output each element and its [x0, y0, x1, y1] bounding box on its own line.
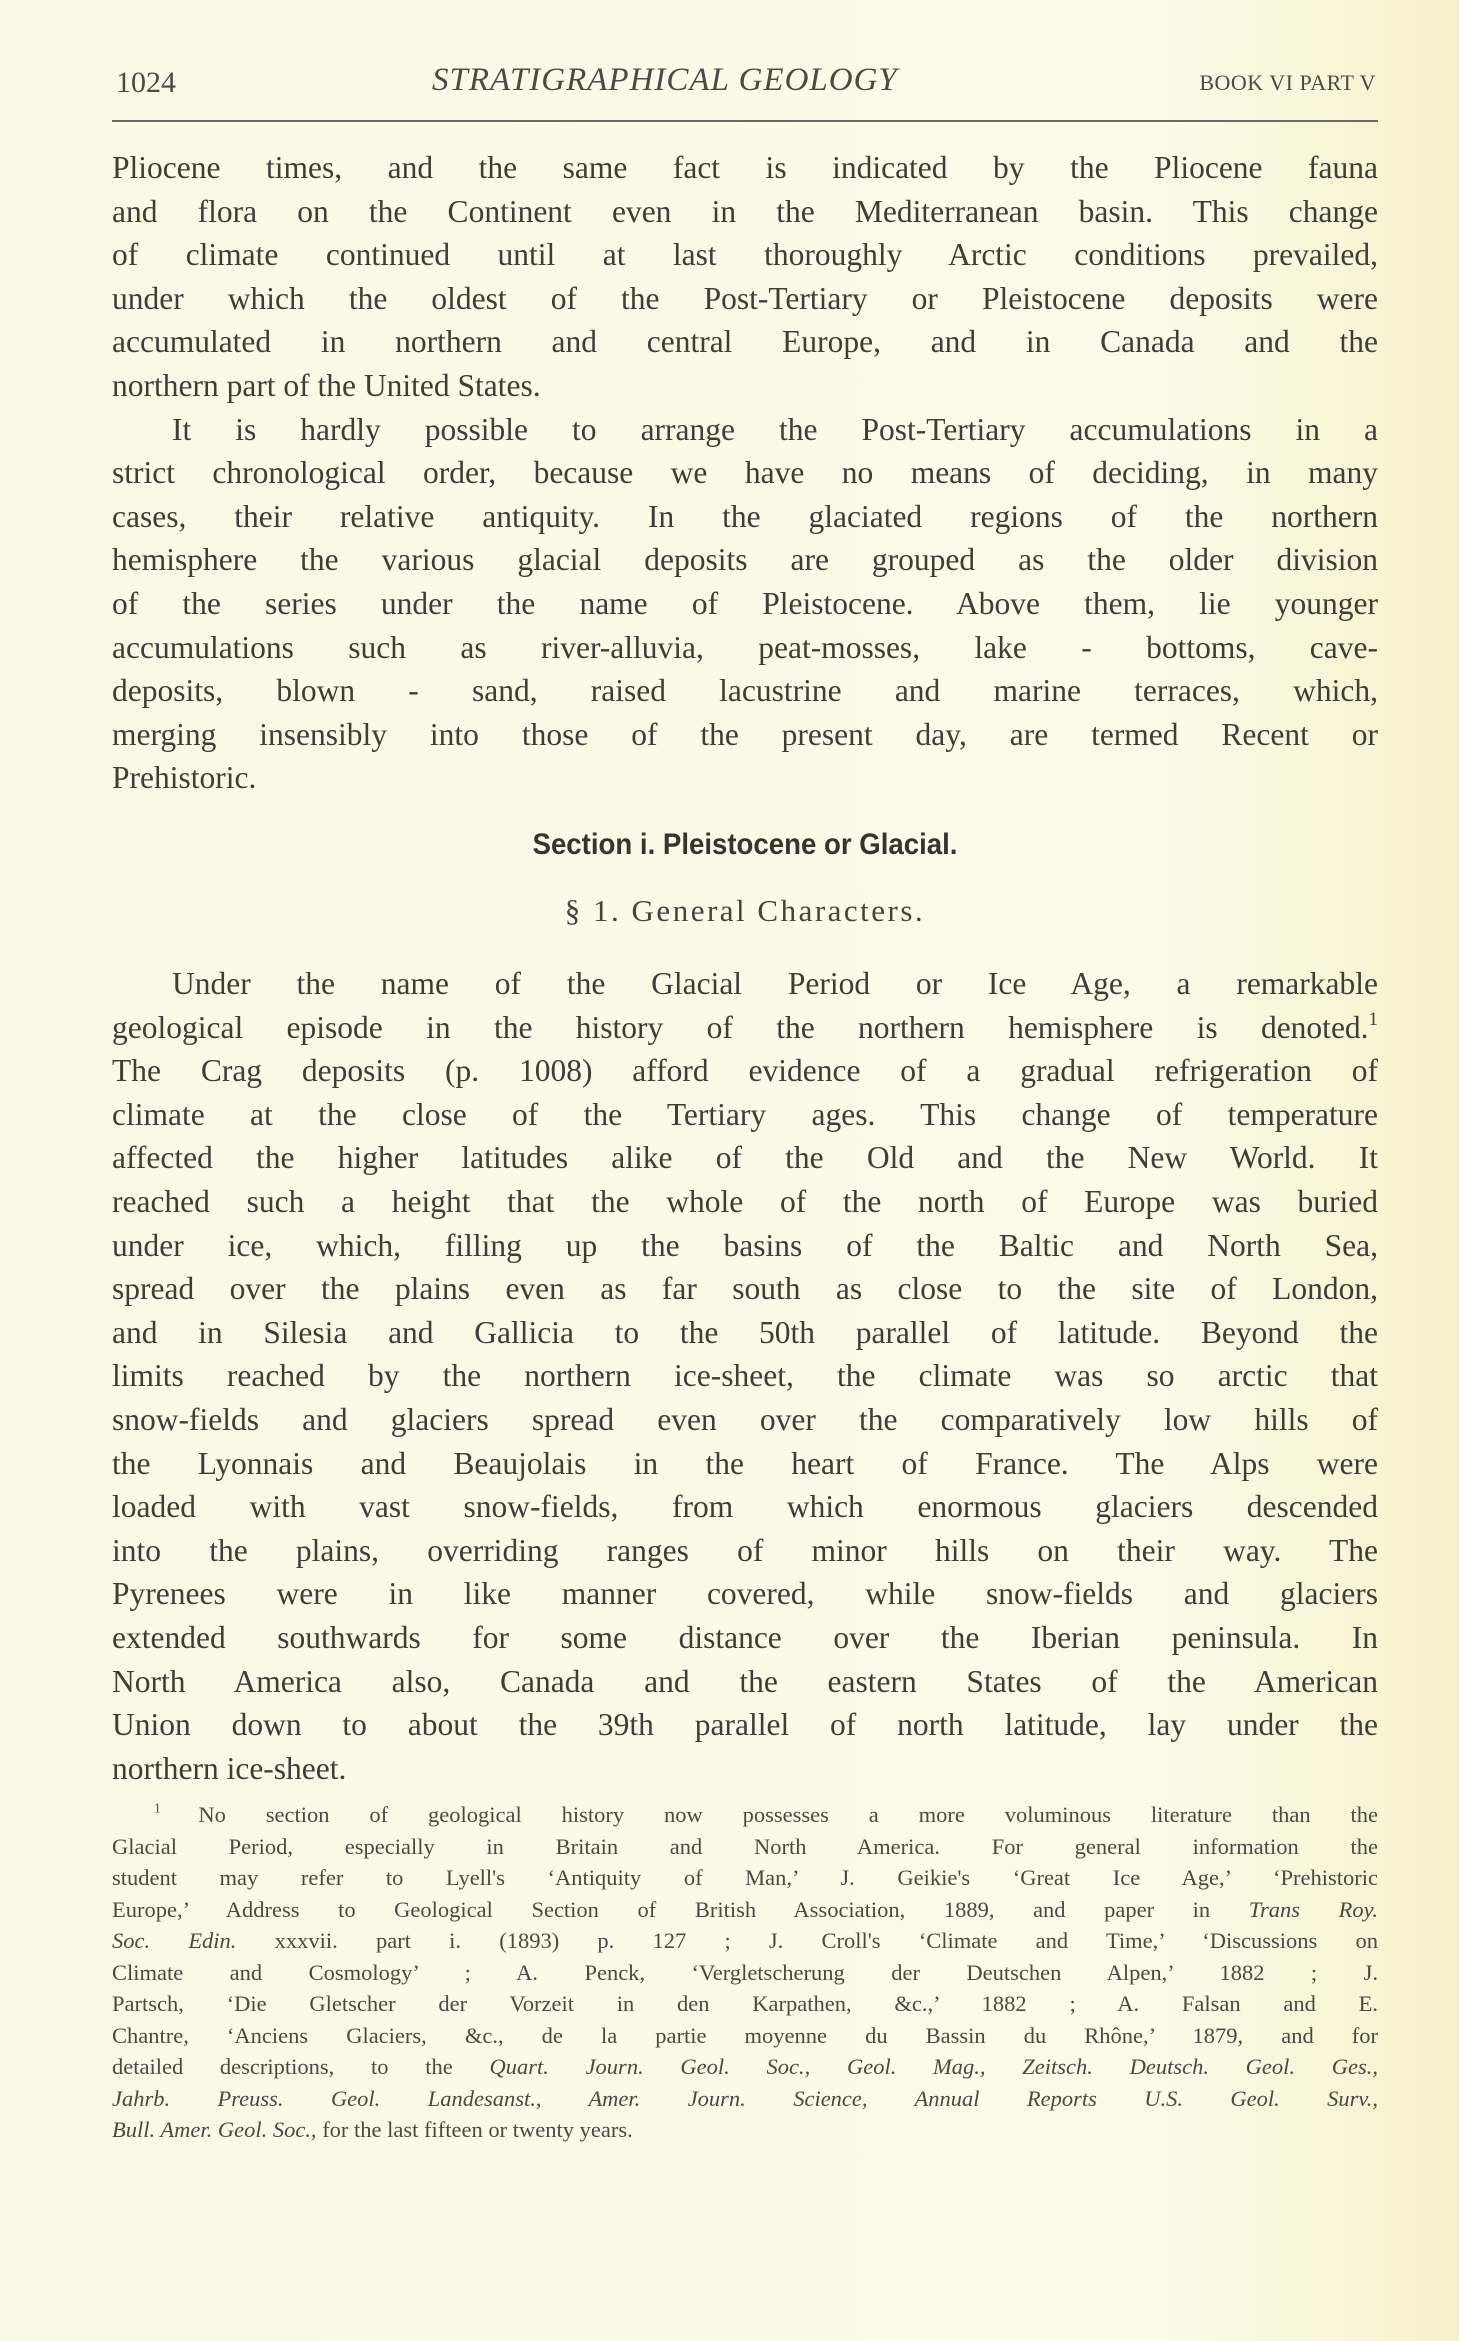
text-line: strict chronological order, because we have no means of deciding, in many [112, 455, 1378, 491]
footnote-text: Glacial Period, especially in Britain and North America. For general information the [112, 1833, 1378, 1859]
footnote [112, 1799, 1378, 2146]
footnote-text: Chantre, ‘Anciens Glaciers, &c., de la partie moyenne du Bassin du Rhône,’ 1879, and for [112, 2022, 1378, 2048]
text-line: merging insensibly into those of the present day, are termed Recent or [112, 716, 1378, 752]
footnote-line [112, 1831, 1378, 1863]
text-line: hemisphere the various glacial deposits are grouped as the older division [112, 542, 1378, 578]
text-line: climate at the close of the Tertiary ages. This change of temperature [112, 1096, 1378, 1132]
footnote-line [112, 1862, 1378, 1894]
running-title: STRATIGRAPHICAL GEOLOGY [432, 62, 898, 98]
subsection-heading: § 1. General Characters. [564, 893, 926, 928]
text-line [112, 1006, 1378, 1050]
footnote-text: Europe,’ Address to Geological Section of British Association, 1889, and paper in [112, 1896, 1249, 1922]
text-line: spread over the plains even as far south as close to the site of London, [112, 1271, 1378, 1307]
footnote-line [112, 1894, 1378, 1926]
footnote-line [112, 1925, 1378, 1957]
text-line: Union down to about the 39th parallel of north latitude, lay under the [112, 1707, 1378, 1743]
text-line: the Lyonnais and Beaujolais in the heart of France. The Alps were [112, 1445, 1378, 1481]
text-line: limits reached by the northern ice-sheet, the climate was so arctic that [112, 1358, 1378, 1394]
text-line: deposits, blown - sand, raised lacustrine and marine terraces, which, [112, 673, 1378, 709]
footnote-text: Partsch, ‘Die Gletscher der Vorzeit in den Karpathen, &c.,’ 1882 ; A. Falsan and E. [112, 1991, 1378, 2016]
text-line: of the series under the name of Pleistocene. Above them, lie younger [112, 585, 1378, 621]
footnote-line [112, 2083, 1378, 2115]
text-line: Pyrenees were in like manner covered, while snow-fields and glaciers [112, 1576, 1378, 1612]
citation-italic: Quart. Journ. Geol. Soc., Geol. Mag., Zeitsch. Deutsch. Geol. Ges., [489, 2054, 1379, 2079]
text-line: affected the higher latitudes alike of the Old and the New World. It [112, 1140, 1378, 1176]
page-number: 1024 [116, 66, 176, 99]
text-line: northern ice-sheet. [112, 1750, 347, 1786]
body-text-upper [112, 146, 1378, 800]
footnote-line [112, 1799, 1378, 1831]
citation-italic: Bull. Amer. Geol. Soc., [112, 2117, 317, 2142]
footnote-text: Climate and Cosmology’ ; A. Penck, ‘Vergletscherung der Deutschen Alpen,’ 1882 ; J. [112, 1959, 1378, 1985]
paragraph-3 [112, 962, 1378, 1790]
text-line: Under the name of the Glacial Period or Ice Age, a remarkable [172, 966, 1378, 1001]
text-line-content: geological episode in the history of the northern hemisphere is denoted. [112, 1009, 1369, 1045]
text-line: and flora on the Continent even in the Mediterranean basin. This change [112, 193, 1378, 229]
text-line: The Crag deposits (p. 1008) afford evidence of a gradual refrigeration of [112, 1053, 1378, 1089]
text-line: of climate continued until at last thoroughly Arctic conditions prevailed, [112, 237, 1378, 273]
footnote-text: for the last fifteen or twenty years. [316, 2117, 633, 2142]
citation-italic: Trans Roy. [1248, 1896, 1378, 1922]
footnote-reference[interactable]: 1 [1368, 1008, 1378, 1030]
text-line: under which the oldest of the Post-Tertiary or Pleistocene deposits were [112, 280, 1378, 316]
paragraph-1 [112, 146, 1378, 408]
citation-italic: Soc. Edin. [112, 1928, 237, 1953]
text-line: accumulated in northern and central Europe, and in Canada and the [112, 324, 1378, 360]
footnote-line [112, 2020, 1378, 2052]
text-line: Pliocene times, and the same fact is indicated by the Pliocene fauna [112, 150, 1378, 185]
footnote-line [112, 2051, 1378, 2083]
header-rule [112, 120, 1378, 122]
footnote-line [112, 2114, 1378, 2146]
citation-italic: Jahrb. Preuss. Geol. Landesanst., Amer. Journ. Science, Annual Reports U.S. Geol. Surv., [112, 2085, 1378, 2111]
running-head [112, 58, 1378, 104]
text-line: extended southwards for some distance over the Iberian peninsula. In [112, 1619, 1378, 1655]
text-line: and in Silesia and Gallicia to the 50th parallel of latitude. Beyond the [112, 1314, 1378, 1350]
book-part-label: BOOK VI PART V [1199, 70, 1376, 95]
text-line: into the plains, overriding ranges of minor hills on their way. The [112, 1532, 1378, 1568]
footnote-text: xxxvii. part i. (1893) p. 127 ; J. Croll's ‘Climate and Time,’ ‘Discussions on [236, 1928, 1378, 1953]
paragraph-2 [112, 408, 1378, 800]
footnote-text: No section of geological history now possesses a more voluminous literature than the [198, 1802, 1379, 1827]
text-line: snow-fields and glaciers spread even over the comparatively low hills of [112, 1401, 1378, 1437]
body-text-lower [112, 962, 1378, 1790]
footnote-marker: 1 [154, 1800, 199, 1816]
text-line: North America also, Canada and the eastern States of the American [112, 1663, 1378, 1699]
text-line: northern part of the United States. [112, 367, 541, 403]
section-heading: Section i. Pleistocene or Glacial. [532, 828, 958, 861]
footnote-line [112, 1957, 1378, 1989]
footnote-text: detailed descriptions, to the [112, 2054, 490, 2079]
text-line: It is hardly possible to arrange the Post-Tertiary accumulations in a [172, 411, 1378, 447]
footnote-text: student may refer to Lyell's ‘Antiquity of Man,’ J. Geikie's ‘Great Ice Age,’ ‘Prehistoric [112, 1865, 1378, 1890]
text-line: Prehistoric. [112, 760, 257, 796]
text-line: cases, their relative antiquity. In the glaciated regions of the northern [112, 498, 1378, 534]
text-line: under ice, which, filling up the basins of the Baltic and North Sea, [112, 1227, 1378, 1263]
text-line: accumulations such as river-alluvia, peat-mosses, lake - bottoms, cave- [112, 629, 1378, 665]
text-line: loaded with vast snow-fields, from which enormous glaciers descended [112, 1489, 1378, 1525]
text-line: reached such a height that the whole of the north of Europe was buried [112, 1183, 1378, 1219]
footnote-line [112, 1988, 1378, 2020]
